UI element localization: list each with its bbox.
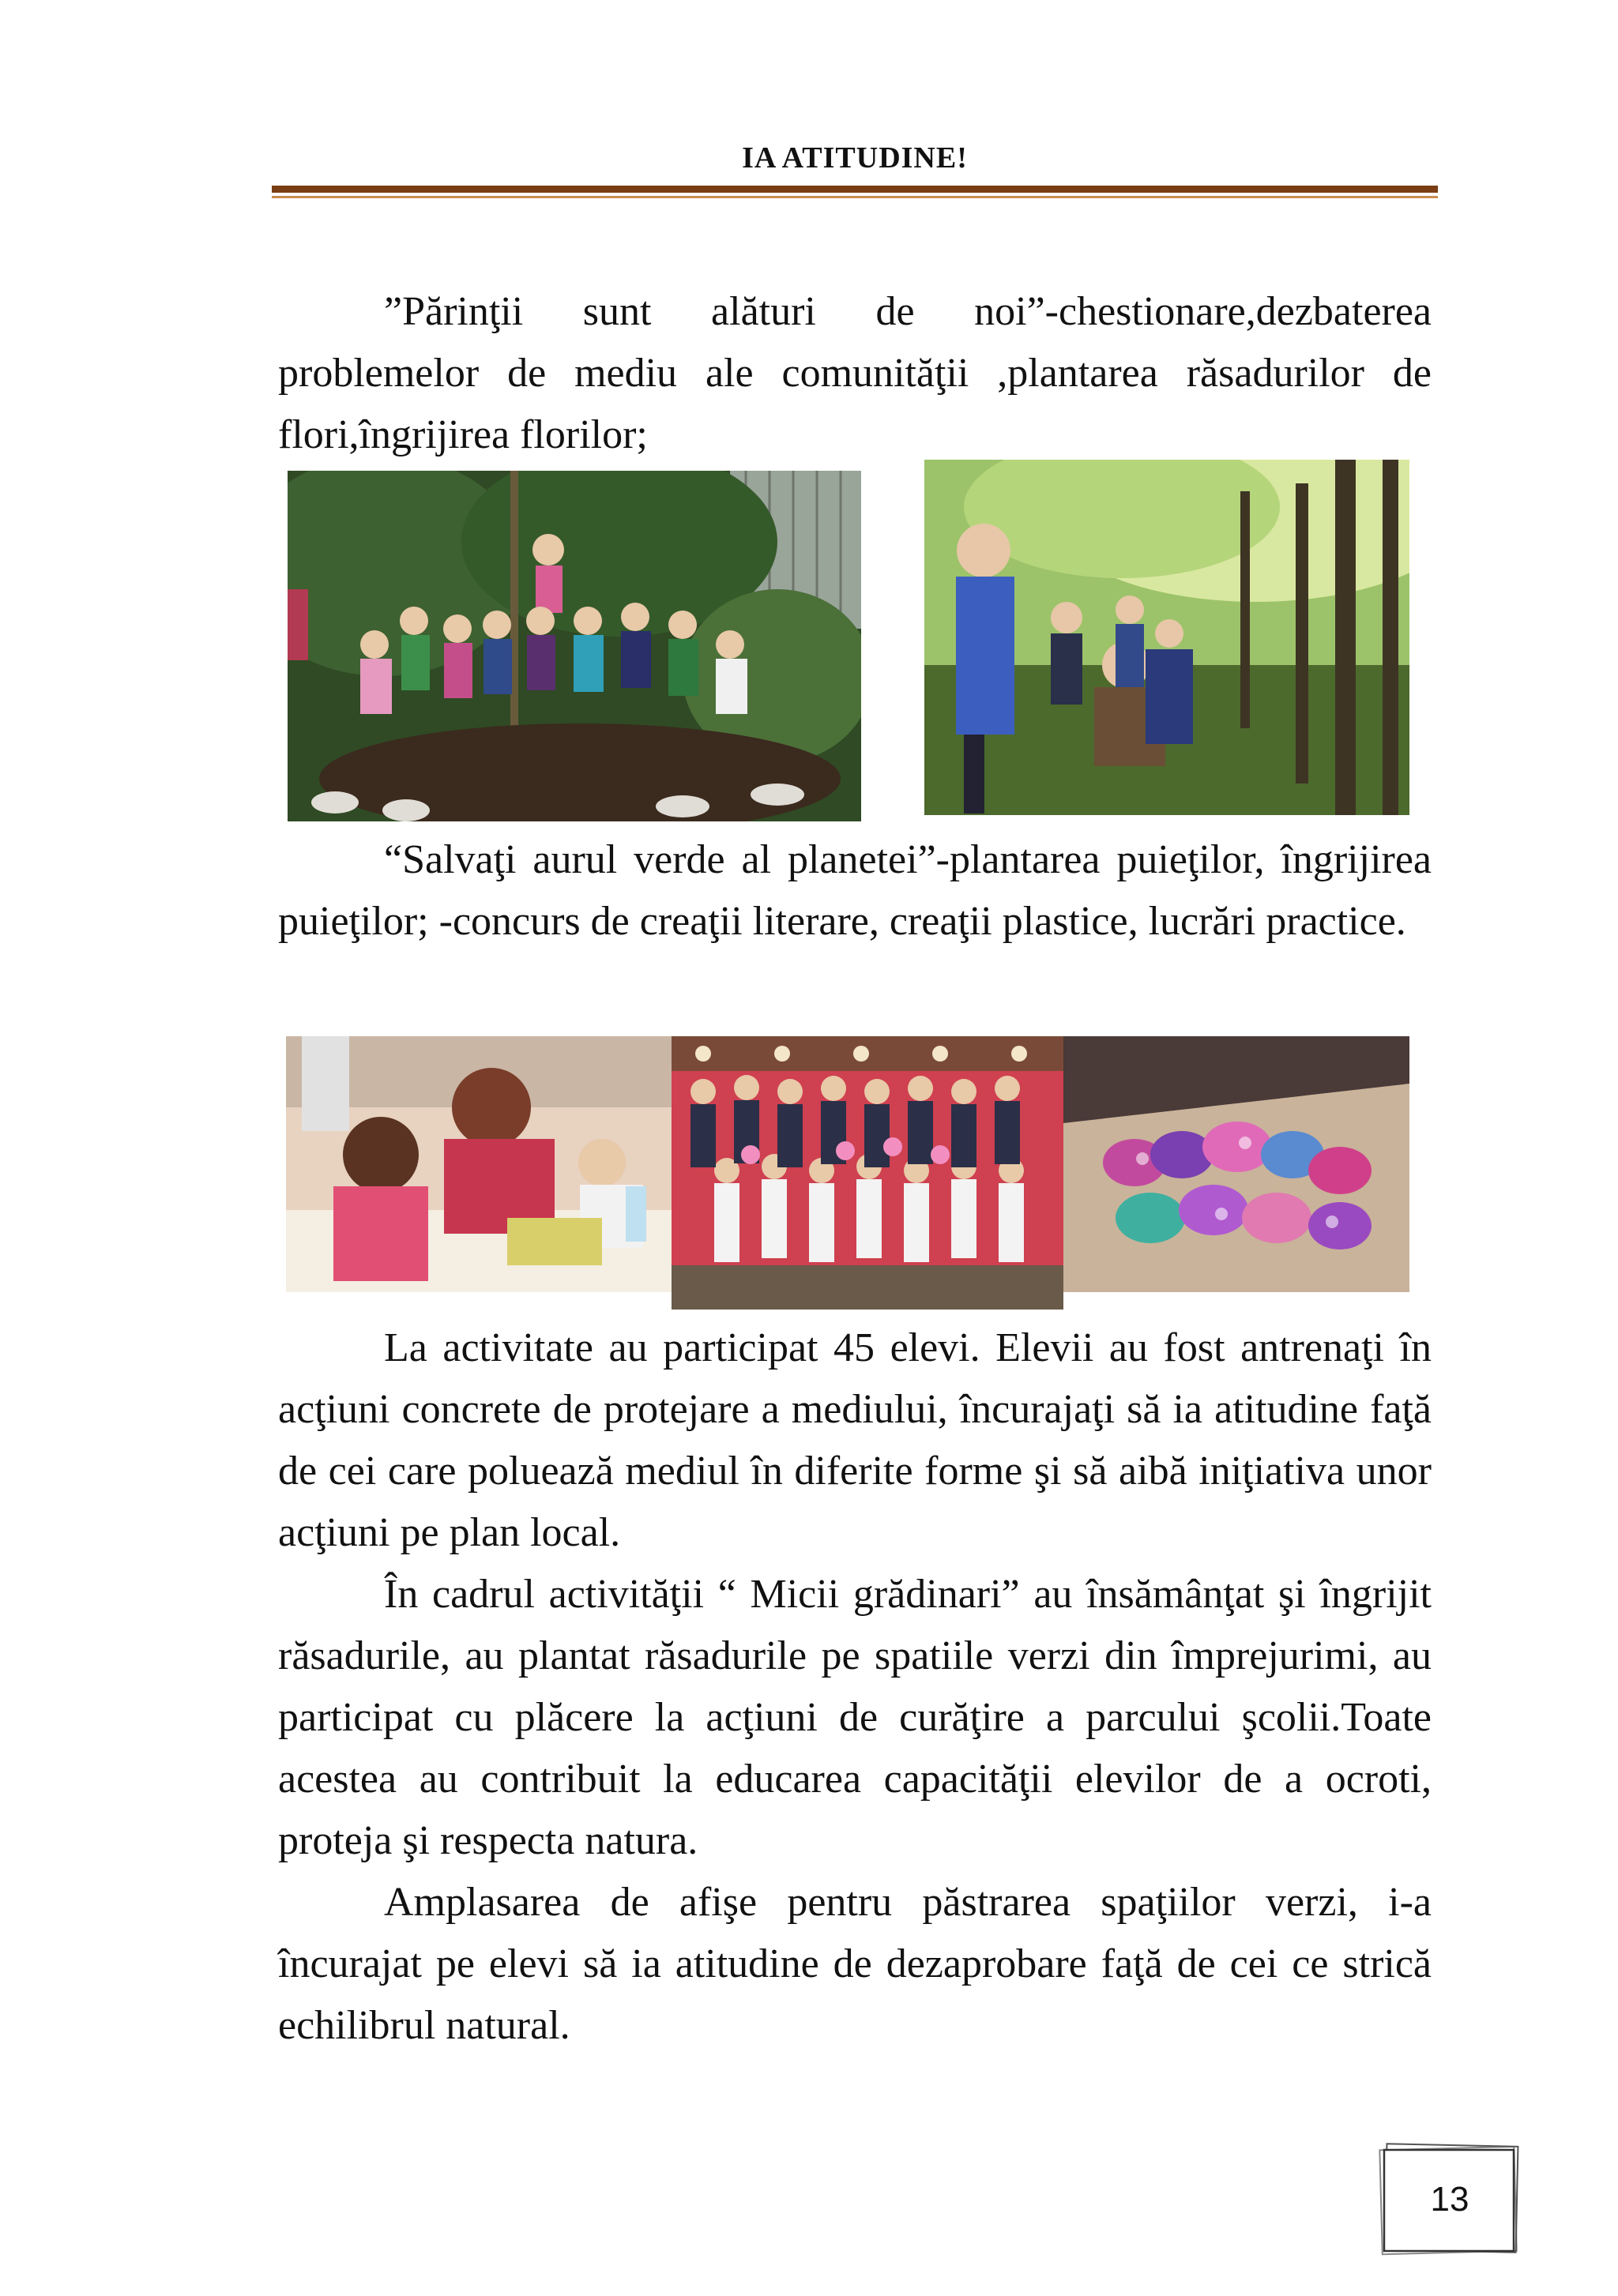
page-header-title: IA ATITUDINE! <box>742 141 968 175</box>
header-rule-accent <box>272 196 1438 198</box>
photo-group-with-crafts <box>672 1036 1063 1310</box>
paragraph-green-gold: “Salvaţi aurul verde al planetei”-plantarea puieţilor, îngrijirea puieţilor; -concurs de creaţii literare, creaţii plastice, lucrări practice. <box>278 837 1432 944</box>
paragraph-posters: Amplasarea de afişe pentru păstrarea spaţiilor verzi, i-a încurajat pe elevi să ia atitudine de dezaprobare faţă de cei ce strică echilibrul natural. <box>278 1880 1432 2048</box>
page-number-frame <box>1376 2140 1523 2259</box>
paragraph-little-gardeners: În cadrul activităţii “ Micii grădinari” au însămânţat şi îngrijit răsadurile, au plantat răsadurile pe spatiile verzi din împrejurimi, au participat cu plăcere la acţiuni de curăţire a parcului şcolii.Toate acestea au contribuit la educarea capacităţii elevilor de a ocroti, proteja şi respecta natura. <box>278 1572 1432 1863</box>
photo-children-crafting <box>286 1036 672 1292</box>
photo-children-flower-bed <box>288 471 861 821</box>
photo-forest-planting <box>924 460 1409 815</box>
header-rule <box>272 186 1438 193</box>
photo-butterfly-crafts <box>1063 1036 1409 1292</box>
paragraph-participants: La activitate au participat 45 elevi. Elevii au fost antrenaţi în acţiuni concrete de protejare a mediului, încurajaţi să ia atitudine faţă de cei care poluează mediul în diferite forme şi să aibă iniţiativa unor acţiuni pe plan local. <box>278 1325 1432 1555</box>
page-number: 13 <box>1430 2180 1469 2219</box>
paragraph-parents: ”Părinţii sunt alături de noi”-chestionare,dezbaterea problemelor de mediu ale comunităţii ,plantarea răsadurilor de flori,îngrijirea florilor; <box>278 289 1432 457</box>
